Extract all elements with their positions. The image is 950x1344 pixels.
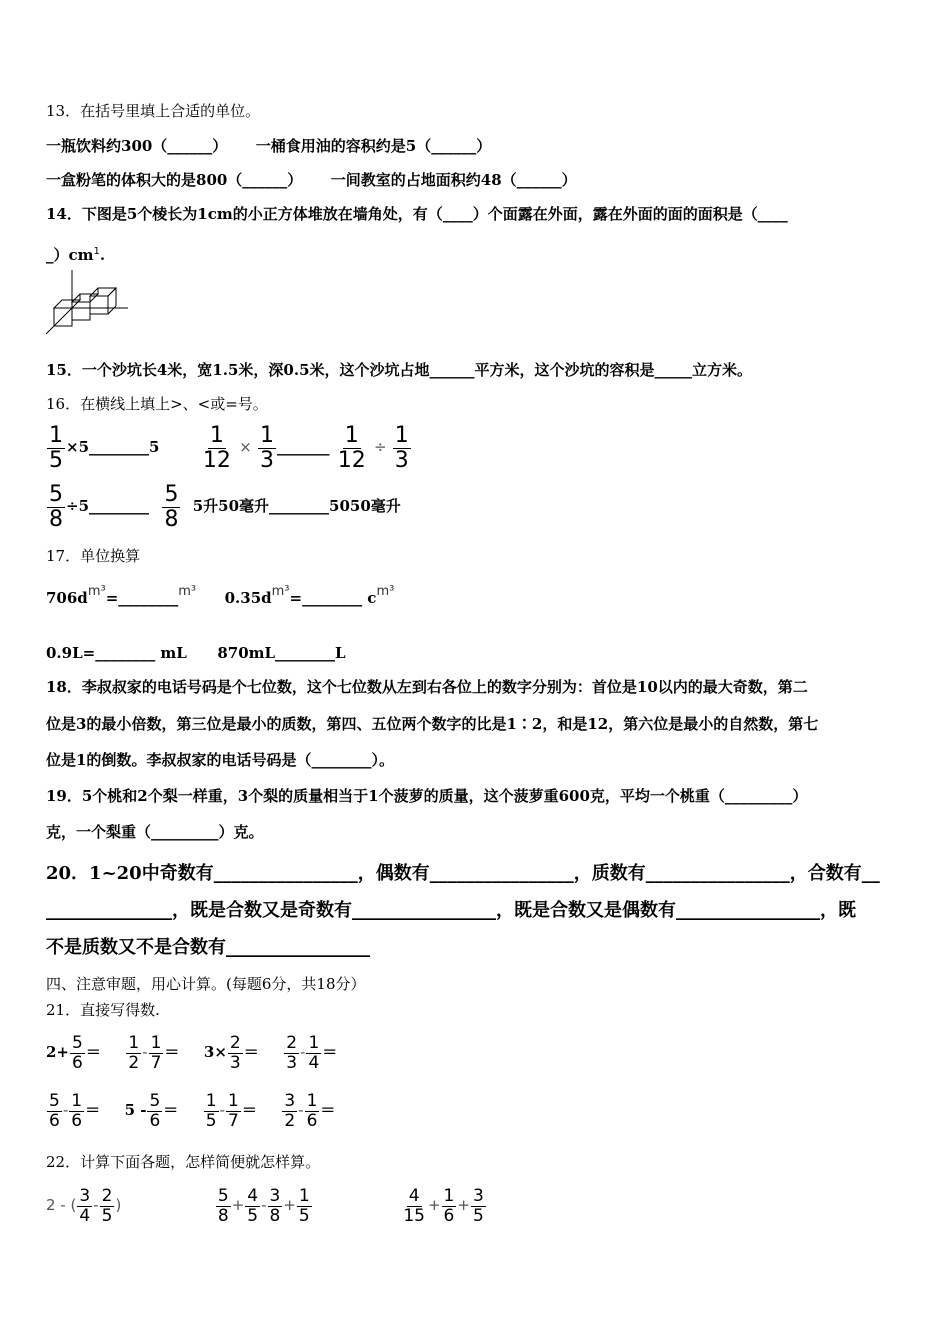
q19-line1: 19．5个桃和2个梨一样重，3个梨的质量相当于1个菠萝的质量，这个菠萝重600克，平均一个桃重（_________） bbox=[46, 787, 808, 805]
q21-r1-e3-eq: ＝ bbox=[243, 1043, 259, 1061]
q22-e3-d3: 5 bbox=[472, 1205, 484, 1226]
q16-e3-n2: 1 bbox=[394, 422, 409, 448]
q22-e2-frac2 bbox=[245, 1185, 260, 1226]
q16-title: 16．在横线上填上>、<或=号。 bbox=[46, 395, 268, 413]
q22-e2-d3: 8 bbox=[269, 1205, 281, 1226]
q16-e5-tail: 5升50毫升________5050毫升 bbox=[192, 497, 401, 515]
q21-r2-e4-d2: 6 bbox=[306, 1110, 318, 1131]
q22-e2-n1: 5 bbox=[217, 1185, 229, 1206]
q21-r2-e2-d1: 6 bbox=[149, 1110, 161, 1131]
q22-e1-pre: 2 - ( bbox=[46, 1196, 77, 1214]
q21-r2-e3 bbox=[203, 1090, 257, 1131]
q21-r2-e1-frac1 bbox=[47, 1090, 62, 1131]
q21-r1-e2-d2: 7 bbox=[150, 1052, 162, 1073]
q21-r1-e4-n2: 1 bbox=[308, 1032, 320, 1053]
q21-r2-e3-op: - bbox=[219, 1101, 226, 1119]
q21-r1-e3-pre: 3× bbox=[203, 1043, 227, 1061]
q17-a-pre: 706d bbox=[46, 589, 88, 607]
q21-r2-e1-frac2 bbox=[69, 1090, 84, 1131]
q21-r2-e4-eq: ＝ bbox=[320, 1101, 336, 1119]
q16-e3-n1: 1 bbox=[344, 422, 359, 448]
q21-r1-e2-n1: 1 bbox=[128, 1032, 140, 1053]
q17-row1 bbox=[46, 584, 395, 610]
q21-r2-e2-pre: 5 - bbox=[124, 1101, 147, 1119]
q18-line1: 18．李叔叔家的电话号码是个七位数，这个七位数从左到右各位上的数字分别为：首位是10以内的最大奇数，第二 bbox=[46, 678, 808, 696]
q22-e2-op1: + bbox=[231, 1196, 245, 1214]
q16-e3-fraction1 bbox=[336, 422, 368, 473]
q21-r1-e1-frac bbox=[70, 1032, 85, 1073]
q21-r2-e1-n1: 5 bbox=[49, 1090, 60, 1111]
q18-line2: 位是3的最小倍数，第三位是最小的质数，第四、五位两个数字的比是1∶2，和是12，第六位是最小的自然数，第七 bbox=[46, 715, 819, 733]
q14-line2 bbox=[46, 242, 105, 265]
section4-title: 四、注意审题，用心计算。(每题6分，共18分） bbox=[46, 975, 366, 993]
q22-e1-post: ) bbox=[115, 1196, 122, 1214]
q21-r1-e1-d1: 6 bbox=[72, 1052, 83, 1073]
q21-r1-e4-d1: 3 bbox=[286, 1052, 298, 1073]
q16-e1-tail: ×5________5 bbox=[66, 438, 160, 456]
q21-r2-e4-op: - bbox=[298, 1101, 304, 1119]
q16-e2-blank: _______ bbox=[276, 438, 330, 456]
q17-d: 870mL________L bbox=[217, 644, 346, 662]
q21-r2-e2-eq: ＝ bbox=[163, 1101, 179, 1119]
q21-r1-e4-n1: 2 bbox=[286, 1032, 298, 1053]
q16-e2-operator: × bbox=[239, 438, 252, 456]
q13-row2 bbox=[46, 170, 577, 190]
q17-a-unit1: m³ bbox=[87, 584, 106, 599]
q16-e4-tail: ÷5________ bbox=[66, 497, 150, 515]
q21-r2-e3-d1: 5 bbox=[205, 1110, 217, 1131]
q21-r1-e1-n1: 5 bbox=[72, 1032, 83, 1053]
q21-r1-e1-eq: ＝ bbox=[85, 1043, 101, 1061]
q16-e2-d1: 12 bbox=[202, 447, 231, 473]
q21-r2-e4-frac1 bbox=[282, 1090, 297, 1131]
q20-line3: 不是质数又不是合数有________________ bbox=[46, 937, 370, 958]
q22-e2-d2: 5 bbox=[247, 1205, 259, 1226]
q13-item-d: 一间教室的占地面积约48（______） bbox=[330, 171, 577, 189]
q21-r1-e4-frac1 bbox=[284, 1032, 299, 1073]
q13-title: 13．在括号里填上合适的单位。 bbox=[46, 102, 261, 120]
q21-r2-e2-frac bbox=[147, 1090, 162, 1131]
q21-r2-e1-eq: ＝ bbox=[85, 1101, 101, 1119]
q22-e1-op: - bbox=[93, 1196, 99, 1214]
q21-r2-e4 bbox=[281, 1090, 336, 1131]
q22-e3-n2: 1 bbox=[443, 1185, 455, 1206]
q21-row1 bbox=[46, 1030, 337, 1074]
q17-c: 0.9L=________ mL bbox=[46, 644, 187, 662]
q16-e2-d2: 3 bbox=[259, 447, 274, 473]
q21-r2-e3-eq: ＝ bbox=[241, 1101, 257, 1119]
q22-e2-frac3 bbox=[268, 1185, 283, 1226]
q14-sup: 1 bbox=[93, 246, 100, 257]
q16-row2 bbox=[46, 483, 401, 531]
q22-e1 bbox=[46, 1185, 122, 1226]
q21-r1-e1 bbox=[46, 1032, 101, 1073]
q22-e2-n2: 4 bbox=[247, 1185, 259, 1206]
q16-e2-n1: 1 bbox=[209, 422, 224, 448]
q21-r2-e1-n2: 1 bbox=[71, 1090, 83, 1111]
q21-r1-e1-pre: 2+ bbox=[46, 1043, 70, 1061]
q22-e2-frac4 bbox=[297, 1185, 312, 1226]
q22-e1-d2: 5 bbox=[101, 1205, 113, 1226]
q21-r1-e4-d2: 4 bbox=[308, 1052, 320, 1073]
q16-e1-fraction bbox=[47, 422, 65, 473]
q21-r2-e2-n1: 5 bbox=[149, 1090, 161, 1111]
q21-r2-e2 bbox=[124, 1090, 179, 1131]
q16-e5-fraction bbox=[162, 481, 180, 532]
q22-e3-frac1 bbox=[401, 1185, 427, 1226]
q21-r2-e3-frac2 bbox=[226, 1090, 241, 1131]
q22-e2-n3: 3 bbox=[269, 1185, 281, 1206]
q16-e1-num: 1 bbox=[49, 422, 63, 448]
q17-b-unit1: m³ bbox=[271, 584, 290, 599]
q21-r1-e2-n2: 1 bbox=[150, 1032, 162, 1053]
q22-e3 bbox=[400, 1185, 486, 1226]
q17-title: 17．单位换算 bbox=[46, 547, 141, 565]
q21-r2-e3-frac1 bbox=[204, 1090, 219, 1131]
q16-e3-fraction2 bbox=[393, 422, 411, 473]
q22-e3-n1: 4 bbox=[408, 1185, 420, 1206]
q22-e3-d1: 15 bbox=[403, 1205, 425, 1226]
q21-r2-e4-frac2 bbox=[305, 1090, 320, 1131]
q16-e2-fraction1 bbox=[201, 422, 233, 473]
q21-r2-e1 bbox=[46, 1090, 101, 1131]
q22-e3-frac2 bbox=[442, 1185, 457, 1226]
q20-line2: ______________，既是合数又是奇数有________________，既是合数又是偶数有________________，既 bbox=[46, 900, 856, 921]
q21-r1-e2 bbox=[125, 1032, 180, 1073]
q13-item-b: 一桶食用油的容积约是5（______） bbox=[255, 137, 492, 155]
q17-b-unit2: m³ bbox=[376, 584, 395, 599]
q21-r1-e2-frac2 bbox=[149, 1032, 164, 1073]
q16-e1-den: 5 bbox=[49, 447, 63, 473]
cube-stack-figure bbox=[44, 270, 134, 336]
q22-e2-op3: + bbox=[283, 1196, 296, 1214]
q21-r1-e2-frac1 bbox=[126, 1032, 141, 1073]
q16-e5-den: 8 bbox=[164, 506, 179, 532]
q22-e1-n2: 2 bbox=[101, 1185, 113, 1206]
q14-line2-text: _）cm bbox=[46, 246, 94, 264]
q21-r1-e2-op: - bbox=[142, 1043, 148, 1061]
q22-e1-frac1 bbox=[77, 1185, 92, 1226]
q21-title: 21．直接写得数. bbox=[46, 1001, 160, 1019]
q16-e4-den: 8 bbox=[49, 506, 63, 532]
q21-r2-e1-d1: 6 bbox=[49, 1110, 60, 1131]
q13-row1 bbox=[46, 136, 491, 156]
q16-e5-num: 5 bbox=[164, 481, 179, 507]
q16-e2-n2: 1 bbox=[259, 422, 274, 448]
q17-b-mid: =________ c bbox=[289, 589, 377, 607]
q22-e3-frac3 bbox=[471, 1185, 486, 1226]
q21-r2-e1-d2: 6 bbox=[71, 1110, 83, 1131]
q16-e3-operator: ÷ bbox=[373, 438, 387, 456]
q21-r2-e3-n2: 1 bbox=[228, 1090, 239, 1111]
q21-r1-e2-d1: 2 bbox=[128, 1052, 140, 1073]
q22-e1-frac2 bbox=[100, 1185, 115, 1226]
q20-line1: 20．1~20中奇数有________________，偶数有________________，质数有________________，合数有__ bbox=[46, 863, 880, 884]
q21-r1-e4 bbox=[283, 1032, 338, 1073]
q21-r1-e3-d1: 3 bbox=[229, 1052, 241, 1073]
q21-r2-e3-n1: 1 bbox=[205, 1090, 217, 1111]
q14-line1: 14．下图是5个棱长为1cm的小正方体堆放在墙角处，有（____）个面露在外面，露在外面的面的面积是（____ bbox=[46, 205, 788, 223]
q16-e4-num: 5 bbox=[49, 481, 63, 507]
q15-text: 15．一个沙坑长4米，宽1.5米，深0.5米，这个沙坑占地______平方米，这个沙坑的容积是_____立方米。 bbox=[46, 361, 753, 379]
q17-a-mid: =________ bbox=[105, 589, 179, 607]
q22-e2-d4: 5 bbox=[298, 1205, 310, 1226]
q16-row1 bbox=[46, 424, 412, 472]
q16-e2-fraction2 bbox=[258, 422, 276, 473]
q21-r1-e4-frac2 bbox=[306, 1032, 321, 1073]
q21-r2-e4-n1: 3 bbox=[284, 1090, 296, 1111]
q19-line2: 克，一个梨重（_________）克。 bbox=[46, 823, 264, 841]
q21-r1-e3-frac bbox=[228, 1032, 243, 1073]
q21-r2-e1-op: - bbox=[62, 1101, 69, 1119]
q16-e4-fraction bbox=[47, 481, 65, 532]
q22-e3-n3: 3 bbox=[472, 1185, 484, 1206]
q13-item-a: 一瓶饮料约300（______） bbox=[46, 137, 228, 155]
q22-e2-d1: 8 bbox=[217, 1205, 229, 1226]
q21-r2-e4-n2: 1 bbox=[306, 1090, 318, 1111]
q17-a-unit2: m³ bbox=[178, 584, 197, 599]
q22-e3-op2: + bbox=[457, 1196, 470, 1214]
q14-period: . bbox=[99, 246, 106, 264]
q17-b-pre: 0.35d bbox=[224, 589, 272, 607]
q22-e2 bbox=[215, 1185, 313, 1226]
q21-r1-e3-n1: 2 bbox=[229, 1032, 241, 1053]
q22-e2-frac1 bbox=[216, 1185, 231, 1226]
q22-e1-d1: 4 bbox=[79, 1205, 91, 1226]
q22-e1-n1: 3 bbox=[79, 1185, 91, 1206]
q22-row bbox=[46, 1182, 487, 1228]
q21-r2-e4-d1: 2 bbox=[284, 1110, 296, 1131]
q22-title: 22．计算下面各题，怎样简便就怎样算。 bbox=[46, 1153, 321, 1171]
q18-line3: 位是1的倒数。李叔叔家的电话号码是（________）。 bbox=[46, 751, 394, 769]
q22-e3-op1: + bbox=[427, 1196, 441, 1214]
q21-r1-e4-op: - bbox=[300, 1043, 306, 1061]
q13-item-c: 一盒粉笔的体积大的是800（______） bbox=[46, 171, 303, 189]
q21-r1-e2-eq: ＝ bbox=[164, 1043, 180, 1061]
q21-r1-e3 bbox=[203, 1032, 259, 1073]
q21-r2-e3-d2: 7 bbox=[228, 1110, 239, 1131]
q17-row2 bbox=[46, 643, 346, 663]
q16-e3-d1: 12 bbox=[337, 447, 366, 473]
q22-e3-d2: 6 bbox=[443, 1205, 455, 1226]
q16-e3-d2: 3 bbox=[394, 447, 409, 473]
q22-e2-op2: - bbox=[261, 1196, 267, 1214]
q22-e2-n4: 1 bbox=[298, 1185, 310, 1206]
q21-row2 bbox=[46, 1088, 335, 1132]
q21-r1-e4-eq: ＝ bbox=[322, 1043, 338, 1061]
